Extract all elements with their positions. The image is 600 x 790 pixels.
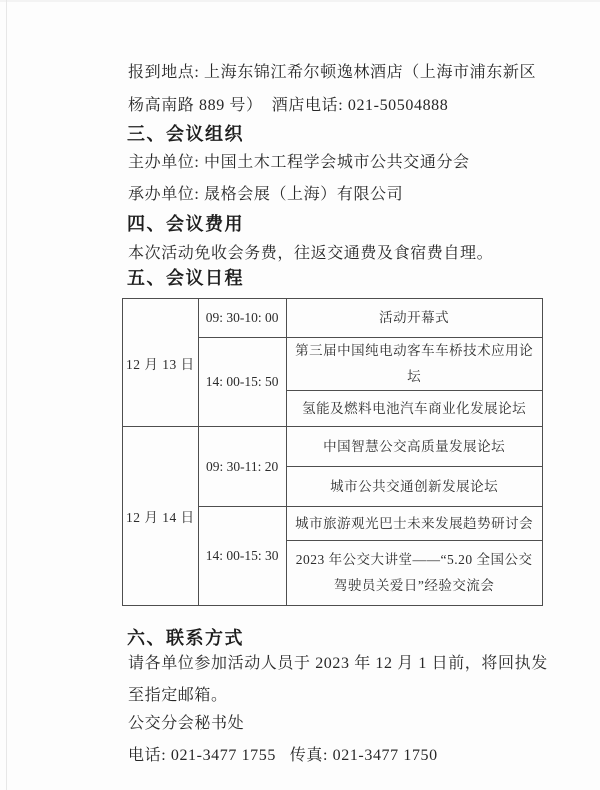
registration-address-line1: 报到地点: 上海东锦江希尔顿逸林酒店（上海市浦东新区	[128, 64, 537, 81]
schedule-time-day2-slot2: 14: 00-15: 30	[198, 507, 286, 606]
schedule-table	[122, 298, 543, 606]
schedule-time-day2-slot1: 09: 30-11: 20	[198, 427, 286, 507]
section-heading-fee: 四、会议费用	[127, 214, 244, 234]
section-heading-schedule: 五、会议日程	[127, 268, 244, 288]
section-heading-contact: 六、联系方式	[127, 628, 244, 648]
co-organizer-line: 承办单位: 晟格会展（上海）有限公司	[128, 186, 404, 203]
scan-edge-left	[6, 0, 7, 790]
schedule-date-day2: 12 月 14 日	[123, 427, 199, 606]
table-row	[123, 299, 543, 338]
schedule-event-sightseeing-bus-seminar: 城市旅游观光巴士未来发展趋势研讨会	[286, 507, 542, 541]
table-row	[123, 427, 543, 467]
schedule-event-transit-innovation-forum: 城市公共交通创新发展论坛	[286, 467, 542, 507]
contact-instruction-line1: 请各单位参加活动人员于 2023 年 12 月 1 日前，将回执发	[128, 655, 548, 672]
host-organizer-line: 主办单位: 中国土木工程学会城市公共交通分会	[128, 154, 470, 171]
schedule-time-day1-slot2: 14: 00-15: 50	[198, 338, 286, 427]
section-heading-organization: 三、会议组织	[127, 124, 244, 144]
scan-edge-top	[0, 0, 600, 2]
schedule-event-hydrogen-fuel-cell-forum: 氢能及燃料电池汽车商业化发展论坛	[286, 391, 542, 427]
schedule-time-day1-slot1: 09: 30-10: 00	[198, 299, 286, 338]
fee-description-line: 本次活动免收会务费，往返交通费及食宿费自理。	[128, 245, 494, 262]
registration-address-line2: 杨高南路 889 号） 酒店电话: 021-50504888	[128, 97, 449, 114]
schedule-event-bus-lecture-exchange: 2023 年公交大讲堂——“5.20 全国公交驾驶员关爱日”经验交流会	[286, 541, 542, 606]
schedule-event-smart-transit-forum: 中国智慧公交高质量发展论坛	[286, 427, 542, 467]
phone-fax-line: 电话: 021-3477 1755 传真: 021-3477 1750	[128, 747, 438, 764]
contact-instruction-line2: 至指定邮箱。	[128, 687, 228, 704]
schedule-event-opening-ceremony: 活动开幕式	[286, 299, 542, 338]
secretariat-line: 公交分会秘书处	[128, 715, 245, 732]
schedule-event-ev-bus-axle-forum: 第三届中国纯电动客车车桥技术应用论坛	[286, 338, 542, 391]
schedule-date-day1: 12 月 13 日	[123, 299, 199, 427]
